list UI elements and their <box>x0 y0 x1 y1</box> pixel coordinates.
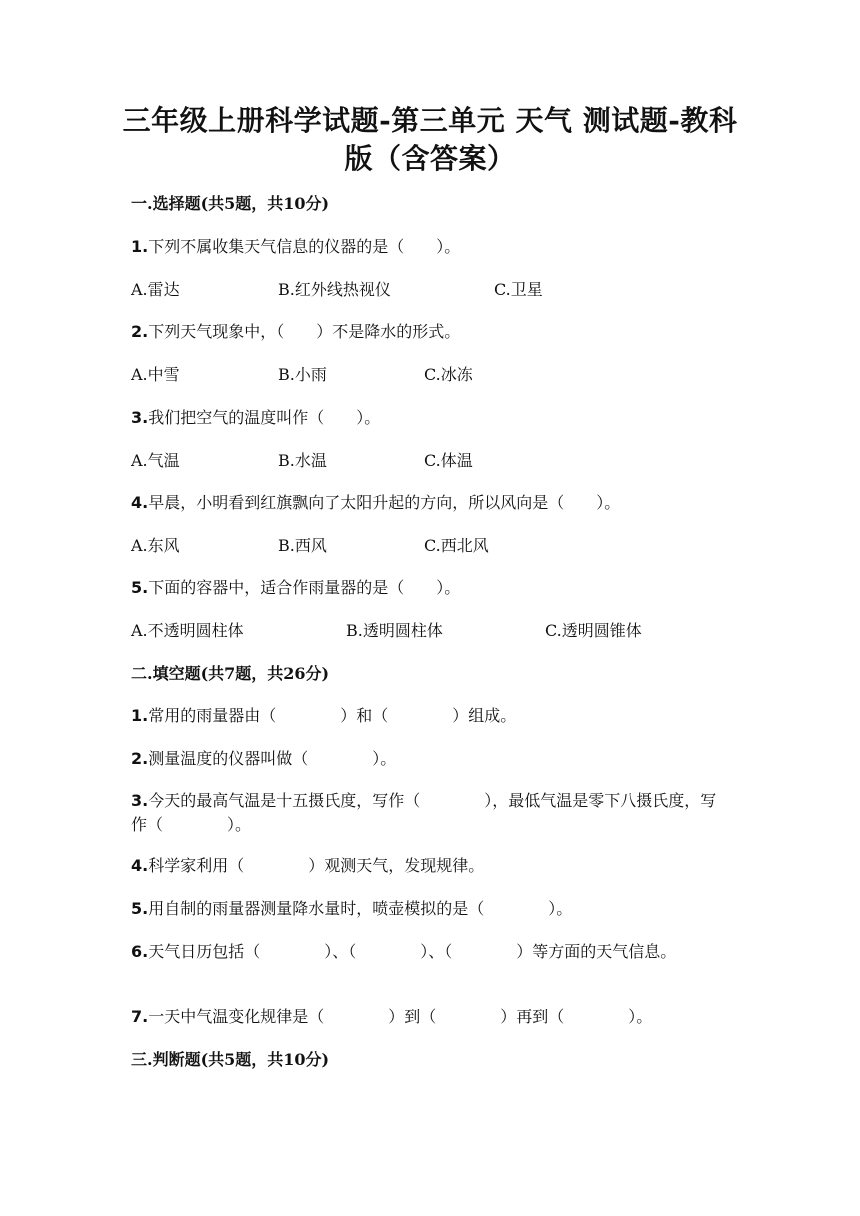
choice-5-option-a: A.不透明圆柱体 <box>131 621 244 640</box>
question-number: 6. <box>131 942 149 961</box>
choice-4-option-a: A.东风 <box>131 536 180 555</box>
question-number: 5. <box>131 899 149 918</box>
choice-question-3 <box>131 406 731 430</box>
choice-4-option-c: C.西北风 <box>424 536 489 555</box>
question-text: 下列不属收集天气信息的仪器的是（ ）。 <box>148 237 461 256</box>
choice-5-option-c: C.透明圆锥体 <box>545 621 642 640</box>
choice-3-option-b: B.水温 <box>278 451 327 470</box>
question-text: 我们把空气的温度叫作（ ）。 <box>148 408 381 427</box>
choice-question-4 <box>131 491 731 515</box>
question-number: 1. <box>131 237 149 256</box>
fill-question-1 <box>131 704 731 728</box>
choice-question-2 <box>131 320 731 344</box>
question-text: 测量温度的仪器叫做（ ）。 <box>148 749 397 768</box>
choice-1-option-b: B.红外线热视仪 <box>278 280 391 299</box>
fill-question-3 <box>131 789 731 837</box>
question-number: 1. <box>131 706 149 725</box>
choice-1-option-a: A.雷达 <box>131 280 180 299</box>
choice-2-option-a: A.中雪 <box>131 365 180 384</box>
choice-4-option-b: B.西风 <box>278 536 327 555</box>
fill-question-4 <box>131 854 731 878</box>
section-heading-fill: 二.填空题(共7题，共26分) <box>131 664 330 683</box>
question-number: 3. <box>131 408 149 427</box>
section-heading-judge: 三.判断题(共5题，共10分) <box>131 1050 330 1069</box>
page-title: 三年级上册科学试题-第三单元 天气 测试题-教科版（含答案） <box>122 104 738 175</box>
question-number: 2. <box>131 749 149 768</box>
choice-2-option-b: B.小雨 <box>278 365 327 384</box>
question-text: 一天中气温变化规律是（ ）到（ ）再到（ ）。 <box>148 1007 653 1026</box>
choice-3-option-c: C.体温 <box>424 451 473 470</box>
question-number: 4. <box>131 856 149 875</box>
question-text: 科学家利用（ ）观测天气，发现规律。 <box>148 856 485 875</box>
choice-5-option-b: B.透明圆柱体 <box>346 621 443 640</box>
question-number: 5. <box>131 578 149 597</box>
fill-question-6 <box>131 940 731 964</box>
question-number: 4. <box>131 493 149 512</box>
choice-3-option-a: A.气温 <box>131 451 180 470</box>
question-text: 下列天气现象中，（ ）不是降水的形式。 <box>148 322 461 341</box>
question-text: 早晨，小明看到红旗飘向了太阳升起的方向，所以风向是（ ）。 <box>148 493 621 512</box>
section-heading-choice: 一.选择题(共5题，共10分) <box>131 194 330 213</box>
question-text: 用自制的雨量器测量降水量时，喷壶模拟的是（ ）。 <box>148 899 573 918</box>
question-number: 3. <box>131 791 149 810</box>
fill-question-5 <box>131 897 731 921</box>
question-text: 天气日历包括（ ）、（ ）、（ ）等方面的天气信息。 <box>148 942 677 961</box>
choice-question-1 <box>131 235 731 259</box>
fill-question-2 <box>131 747 731 771</box>
question-text: 今天的最高气温是十五摄氏度，写作（ ），最低气温是零下八摄氏度，写作（ ）。 <box>131 791 717 834</box>
question-text: 下面的容器中，适合作雨量器的是（ ）。 <box>148 578 461 597</box>
question-number: 7. <box>131 1007 149 1026</box>
question-number: 2. <box>131 322 149 341</box>
choice-1-option-c: C.卫星 <box>494 280 543 299</box>
question-text: 常用的雨量器由（ ）和（ ）组成。 <box>148 706 517 725</box>
fill-question-7 <box>131 1005 731 1029</box>
choice-question-5 <box>131 576 731 600</box>
choice-2-option-c: C.冰冻 <box>424 365 473 384</box>
